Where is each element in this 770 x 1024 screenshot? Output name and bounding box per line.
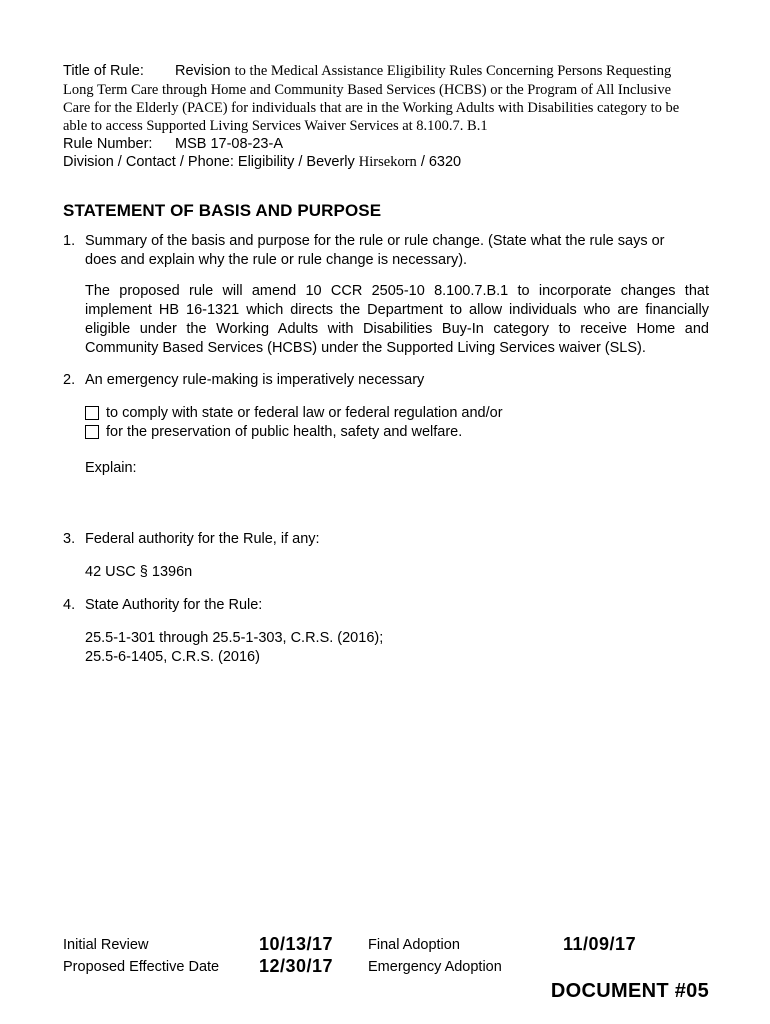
title-of-rule-text: to the Medical Assistance Eligibility Rules Concerning Persons Requesting — [234, 63, 672, 79]
state-authority-value-1: 25.5-1-301 through 25.5-1-303, C.R.S. (2016); — [85, 629, 384, 646]
item-1-question-line-2: does and explain why the rule or rule change is necessary). — [85, 251, 468, 268]
title-of-rule-line — [63, 62, 709, 81]
division-contact-line — [63, 153, 709, 171]
phone-value: / 6320 — [420, 153, 462, 170]
item-1-answer: The proposed rule will amend 10 CCR 2505-10 8.100.7.B.1 to incorporate changes that implement HB 16-1321 which directs the Department to allow individuals who are financially eligible under the Working Adults with Disabilities Buy-In category to receive Home and Community Based Services (HCBS) under the Supported Living Services waiver (SLS). — [85, 282, 709, 356]
document-number: DOCUMENT #05 — [550, 980, 709, 1002]
emergency-adoption-label: Emergency Adoption — [368, 959, 502, 975]
item-4-question: State Authority for the Rule: — [85, 596, 263, 613]
item-1-question-line-1: Summary of the basis and purpose for the rule or rule change. (State what the rule says or — [85, 232, 665, 249]
item-number: 4. — [63, 596, 76, 613]
final-adoption-date: 11/09/17 — [563, 934, 637, 954]
contact-surname: Hirsekorn — [358, 153, 417, 170]
division-contact-value-a: Eligibility / Beverly — [237, 153, 355, 170]
title-of-rule-label: Title of Rule: — [63, 63, 144, 79]
title-of-rule-line-2: Long Term Care through Home and Community Based Services (HCBS) or the Program of All Inclusive — [63, 81, 672, 98]
proposed-effective-date: 12/30/17 — [259, 956, 334, 976]
item-2-question: An emergency rule-making is imperatively necessary — [85, 371, 425, 388]
emergency-option-law[interactable] — [85, 404, 709, 423]
safety-checkbox-label: for the preservation of public health, safety and welfare. — [106, 423, 463, 440]
law-checkbox-label: to comply with state or federal law or federal regulation and/or — [106, 404, 503, 421]
footer-dates — [63, 932, 709, 1012]
safety-checkbox[interactable] — [85, 425, 99, 439]
item-4 — [63, 596, 709, 667]
explain-label: Explain: — [85, 459, 137, 476]
title-first-word: Revision — [175, 63, 231, 79]
section-heading: STATEMENT OF BASIS AND PURPOSE — [63, 200, 382, 220]
item-3 — [63, 530, 709, 582]
initial-review-label: Initial Review — [63, 937, 149, 953]
statement-items — [63, 232, 709, 667]
division-contact-label: Division / Contact / Phone: — [63, 153, 234, 170]
law-checkbox[interactable] — [85, 406, 99, 420]
item-3-question: Federal authority for the Rule, if any: — [85, 530, 320, 547]
rule-number-value: MSB 17-08-23-A — [175, 135, 283, 152]
item-number: 1. — [63, 232, 76, 249]
final-adoption-label: Final Adoption — [368, 937, 460, 953]
title-of-rule-line-4: able to access Supported Living Services Waiver Services at 8.100.7. B.1 — [63, 117, 488, 134]
document-page — [63, 62, 709, 667]
item-number: 3. — [63, 530, 76, 547]
item-2 — [63, 371, 709, 478]
emergency-option-safety[interactable] — [85, 423, 709, 442]
state-authority-value-2: 25.5-6-1405, C.R.S. (2016) — [85, 648, 260, 665]
federal-authority-value: 42 USC § 1396n — [85, 563, 193, 580]
initial-review-date: 10/13/17 — [259, 934, 334, 954]
proposed-effective-label: Proposed Effective Date — [63, 959, 220, 975]
rule-number-label: Rule Number: — [63, 135, 153, 152]
item-1 — [63, 232, 709, 358]
item-number: 2. — [63, 371, 76, 388]
rule-number-line — [63, 135, 709, 153]
title-of-rule-line-3: Care for the Elderly (PACE) for individuals that are in the Working Adults with Disabilities category to be — [63, 99, 680, 116]
